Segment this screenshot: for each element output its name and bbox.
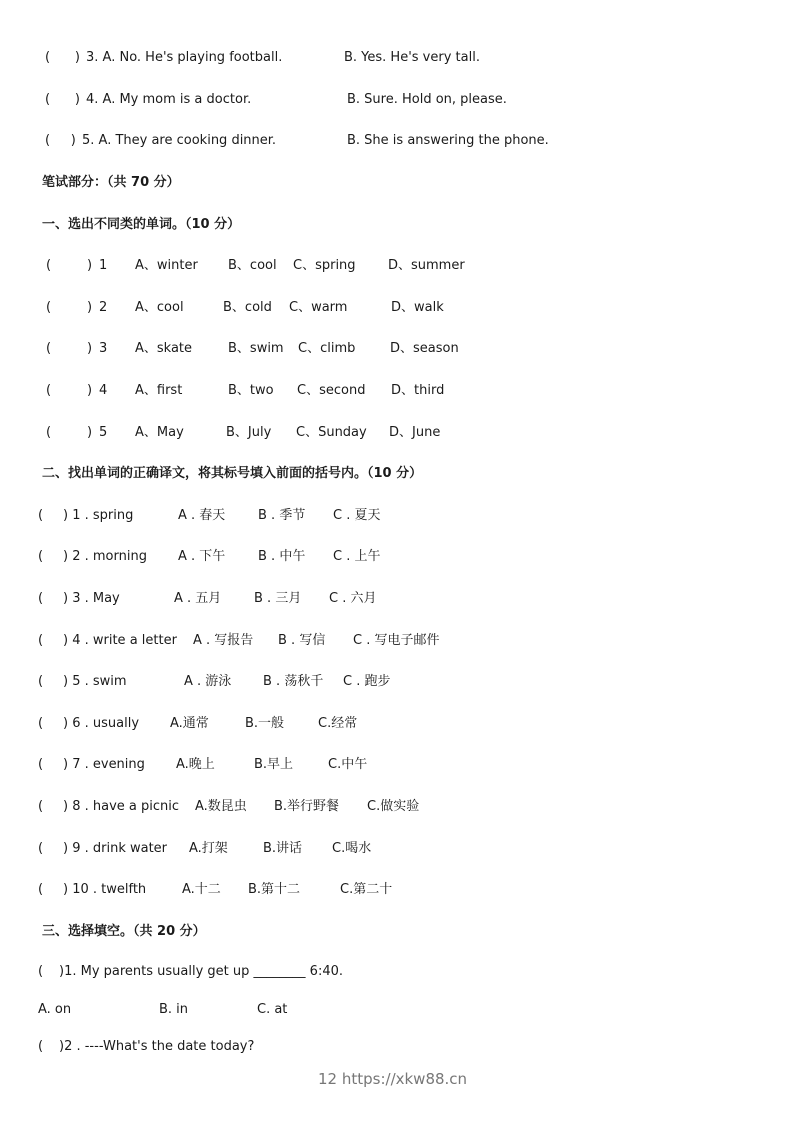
listening-item-4 [0,91,793,109]
s3-q1-options [0,1001,793,1019]
option-c: C、Sunday [296,425,367,440]
option-a: 5. A. They are cooking dinner. [82,133,277,148]
option-c: C . 六月 [329,591,377,606]
s2-row [0,715,793,733]
open-bracket[interactable]: ( [38,757,44,772]
section1-title: 一、选出不同类的单词。（10 分） [42,217,241,232]
section2-title-row [0,465,793,483]
option-a: A. on [38,1002,72,1017]
q-num: 4 [99,383,108,398]
question: ) 3 . May [63,591,120,606]
option-c: C. at [257,1002,288,1017]
option-d: D、season [390,341,459,356]
section3-title-row [0,923,793,941]
open-bracket[interactable]: ( [38,964,44,979]
s2-row [0,632,793,650]
option-c: C、spring [293,258,356,273]
option-c: C . 上午 [333,549,381,564]
question: ) 4 . write a letter [63,633,177,648]
option-b: B.早上 [254,757,294,772]
s2-row [0,673,793,691]
option-b: B.讲话 [263,841,303,856]
option-a: A.通常 [170,716,209,731]
section3-title: 三、选择填空。（共 20 分） [42,924,206,939]
option-a: A . 写报告 [193,633,254,648]
open-bracket[interactable]: ( [46,383,52,398]
option-b: B. Sure. Hold on, please. [347,92,507,107]
q-num: 2 [99,300,108,315]
close-bracket: ) [87,300,93,315]
option-b: B、two [228,383,274,398]
option-d: D、summer [388,258,465,273]
open-bracket[interactable]: ( [38,674,44,689]
option-a: A、first [135,383,183,398]
answer-bracket[interactable]: ( ) [45,50,80,65]
question: ) 8 . have a picnic [63,799,180,814]
option-a: 3. A. No. He's playing football. [86,50,283,65]
option-b: B、July [226,425,272,440]
option-b: B、cool [228,258,277,273]
option-b: B、cold [223,300,272,315]
option-c: C . 写电子邮件 [353,633,440,648]
option-b: B . 写信 [278,633,326,648]
question: ) 10 . twelfth [63,882,147,897]
s2-row [0,881,793,899]
option-a: A.十二 [182,882,221,897]
listening-item-5 [0,132,793,150]
open-bracket[interactable]: ( [38,633,44,648]
option-a: A . 春天 [178,508,226,523]
option-b: B. Yes. He's very tall. [344,50,480,65]
option-b: B . 季节 [258,508,306,523]
listening-item-3 [0,49,793,67]
option-a: A、May [135,425,184,440]
option-d: D、June [389,425,441,440]
option-b: B.举行野餐 [274,799,340,814]
option-b: B. in [159,1002,189,1017]
s1-row [0,424,793,442]
open-bracket[interactable]: ( [46,258,52,273]
option-a: A.数昆虫 [195,799,247,814]
open-bracket[interactable]: ( [38,841,44,856]
option-c: C.第二十 [340,882,393,897]
s2-row [0,548,793,566]
close-bracket: ) [87,341,93,356]
s2-row [0,507,793,525]
option-c: C . 跑步 [343,674,391,689]
option-a: 4. A. My mom is a doctor. [86,92,252,107]
option-a: A、winter [135,258,198,273]
question: )2 . ----What's the date today? [59,1039,255,1054]
question: ) 7 . evening [63,757,145,772]
s1-row [0,299,793,317]
question: )1. My parents usually get up ________ 6:40. [59,964,343,979]
option-a: A . 游泳 [184,674,232,689]
s1-row [0,257,793,275]
question: ) 6 . usually [63,716,140,731]
option-b: B、swim [228,341,284,356]
option-c: C.做实验 [367,799,420,814]
option-b: B . 中午 [258,549,306,564]
question: ) 2 . morning [63,549,147,564]
option-c: C.中午 [328,757,368,772]
close-bracket: ) [87,425,93,440]
option-c: C、climb [298,341,356,356]
open-bracket[interactable]: ( [38,1039,44,1054]
open-bracket[interactable]: ( [46,425,52,440]
open-bracket[interactable]: ( [38,508,44,523]
page-footer: 12 https://xkw88.cn [318,1070,468,1088]
q-num: 1 [99,258,108,273]
q-num: 3 [99,341,108,356]
option-a: A.晚上 [176,757,215,772]
s2-row [0,840,793,858]
answer-bracket[interactable]: ( ) [45,92,80,107]
option-a: A . 下午 [178,549,226,564]
written-header-row [0,174,793,192]
section2-title: 二、找出单词的正确译文，将其标号填入前面的括号内。（10 分） [42,466,423,481]
option-a: A . 五月 [174,591,222,606]
option-c: C.经常 [318,716,358,731]
open-bracket[interactable]: ( [46,341,52,356]
s3-q1 [0,963,793,981]
open-bracket[interactable]: ( [38,591,44,606]
option-b: B . 荡秋千 [263,674,324,689]
close-bracket: ) [87,383,93,398]
s2-row [0,756,793,774]
option-c: C、warm [289,300,348,315]
option-a: A、skate [135,341,193,356]
option-d: D、third [391,383,445,398]
option-a: A.打架 [189,841,228,856]
s2-row [0,590,793,608]
section1-title-row [0,216,793,234]
open-bracket[interactable]: ( [38,549,44,564]
s2-row [0,798,793,816]
q-num: 5 [99,425,108,440]
open-bracket[interactable]: ( [38,716,44,731]
answer-bracket[interactable]: ( ) [45,133,76,148]
option-b: B . 三月 [254,591,302,606]
option-c: C.喝水 [332,841,372,856]
s3-q2 [0,1038,793,1056]
s1-row [0,382,793,400]
written-header: 笔试部分：（共 70 分） [42,175,180,190]
close-bracket: ) [87,258,93,273]
option-b: B.一般 [245,716,285,731]
question: ) 1 . spring [63,508,134,523]
question: ) 5 . swim [63,674,127,689]
question: ) 9 . drink water [63,841,168,856]
option-b: B. She is answering the phone. [347,133,549,148]
option-a: A、cool [135,300,184,315]
s1-row [0,340,793,358]
option-b: B.第十二 [248,882,301,897]
option-c: C、second [297,383,366,398]
open-bracket[interactable]: ( [46,300,52,315]
option-c: C . 夏天 [333,508,381,523]
open-bracket[interactable]: ( [38,882,44,897]
open-bracket[interactable]: ( [38,799,44,814]
option-d: D、walk [391,300,444,315]
